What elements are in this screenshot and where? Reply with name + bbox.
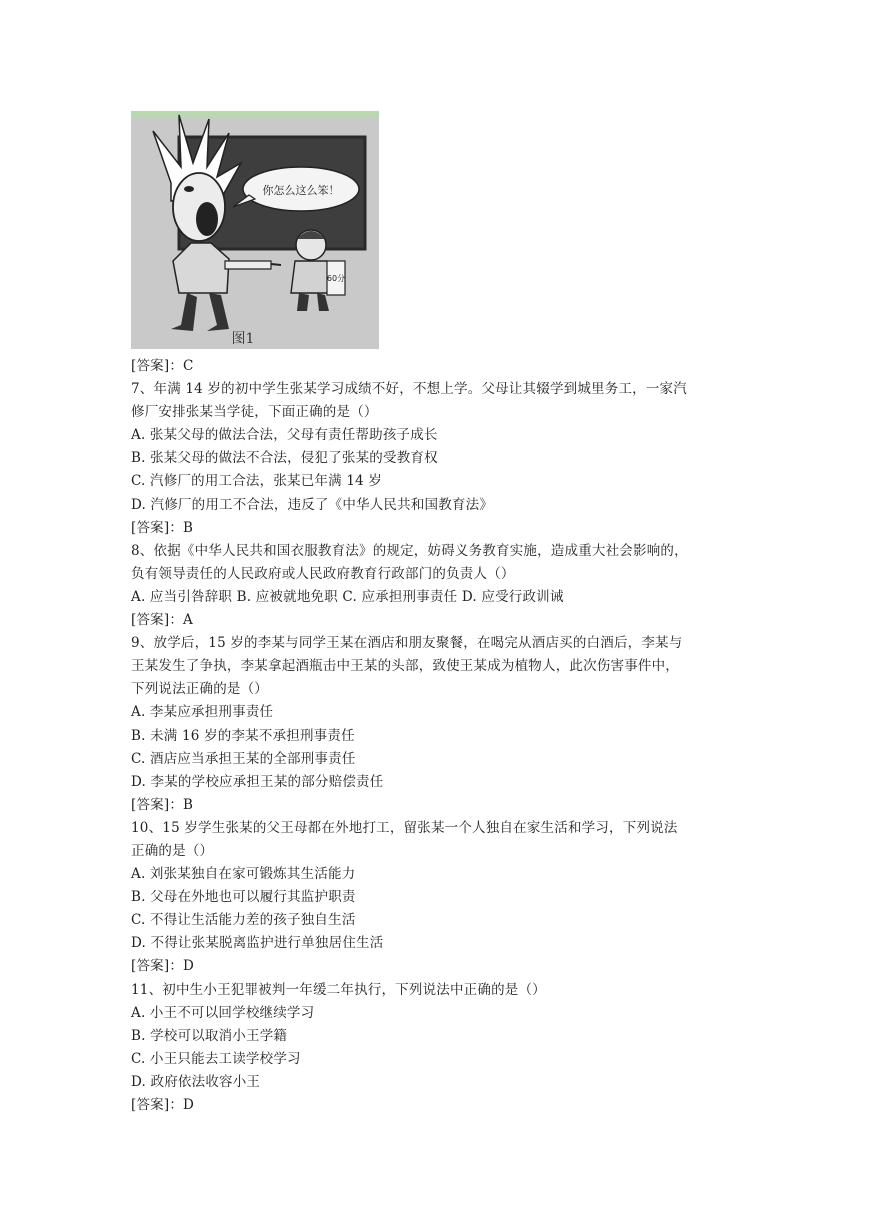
question-9-option-a: A. 李某应承担刑事责任 (131, 704, 274, 721)
question-9-line-1: 9、放学后，15 岁的李某与同学王某在酒店和朋友聚餐，在喝完从酒店买的白酒后，李某与 (131, 635, 683, 652)
cartoon-drawing (131, 111, 379, 349)
svg-text:60分: 60分 (326, 274, 346, 283)
answer-line: [答案]：D (131, 958, 195, 975)
question-7-option-c: C. 汽修厂的用工合法，张某已年满 14 岁 (131, 473, 383, 490)
question-9-option-c: C. 酒店应当承担王某的全部刑事责任 (131, 750, 356, 767)
question-7-option-b: B. 张某父母的做法不合法，侵犯了张某的受教育权 (131, 450, 438, 467)
speech-bubble-text: 你怎么这么笨！ (262, 184, 340, 197)
question-10-line-2: 正确的是（） (131, 842, 214, 859)
question-11-option-b: B. 学校可以取消小王学籍 (131, 1027, 288, 1044)
question-10-option-d: D. 不得让张某脱离监护进行单独居住生活 (131, 935, 384, 952)
answer-line: [答案]：A (131, 612, 193, 629)
answer-line: [答案]：D (131, 1097, 195, 1113)
question-11-option-a: A. 小王不可以回学校继续学习 (131, 1004, 315, 1021)
question-11-option-c: C. 小王只能去工读学校学习 (131, 1050, 301, 1067)
answer-line: [答案]：C (131, 358, 194, 374)
question-7-line-2: 修厂安排张某当学徒，下面正确的是（） (131, 404, 378, 421)
cartoon-illustration (131, 111, 379, 349)
figure-caption: 图1 (231, 331, 255, 347)
question-11-option-d: D. 政府依法收容小王 (131, 1073, 261, 1090)
question-10-option-c: C. 不得让生活能力差的孩子独自生活 (131, 912, 356, 929)
question-9-option-b: B. 未满 16 岁的李某不承担刑事责任 (131, 727, 355, 744)
question-text (131, 355, 771, 1117)
question-10-option-b: B. 父母在外地也可以履行其监护职责 (131, 889, 356, 906)
question-10-line-1: 10、15 岁学生张某的父王母都在外地打工，留张某一个人独自在家生活和学习，下列说法 (131, 819, 678, 836)
question-8-line-1: 8、依据《中华人民共和国衣服教育法》的规定，妨碍义务教育实施，造成重大社会影响的， (131, 542, 688, 559)
question-11-line-1: 11、初中生小王犯罪被判一年缓二年执行，下列说法中正确的是（） (131, 981, 546, 998)
question-9-line-2: 王某发生了争执，李某拿起酒瓶击中王某的头部，致使王某成为植物人，此次伤害事件中， (131, 658, 679, 675)
question-9-option-d: D. 李某的学校应承担王某的部分赔偿责任 (131, 773, 384, 790)
answer-line: [答案]：B (131, 519, 194, 536)
answer-line: [答案]：B (131, 796, 194, 813)
question-8-options: A. 应当引咎辞职 B. 应被就地免职 C. 应承担刑事责任 D. 应受行政训诫 (131, 588, 564, 605)
question-9-line-3: 下列说法正确的是（） (131, 681, 268, 698)
question-7-option-d: D. 汽修厂的用工不合法，违反了《中华人民共和国教育法》 (131, 496, 494, 513)
question-7-line-1: 7、年满 14 岁的初中学生张某学习成绩不好，不想上学。父母让其辍学到城里务工，一家汽 (131, 381, 687, 398)
question-7-option-a: A. 张某父母的做法合法，父母有责任帮助孩子成长 (131, 427, 438, 444)
question-10-option-a: A. 刘张某独自在家可锻炼其生活能力 (131, 866, 356, 883)
question-8-line-2: 负有领导责任的人民政府或人民政府教育行政部门的负责人（） (131, 565, 515, 582)
